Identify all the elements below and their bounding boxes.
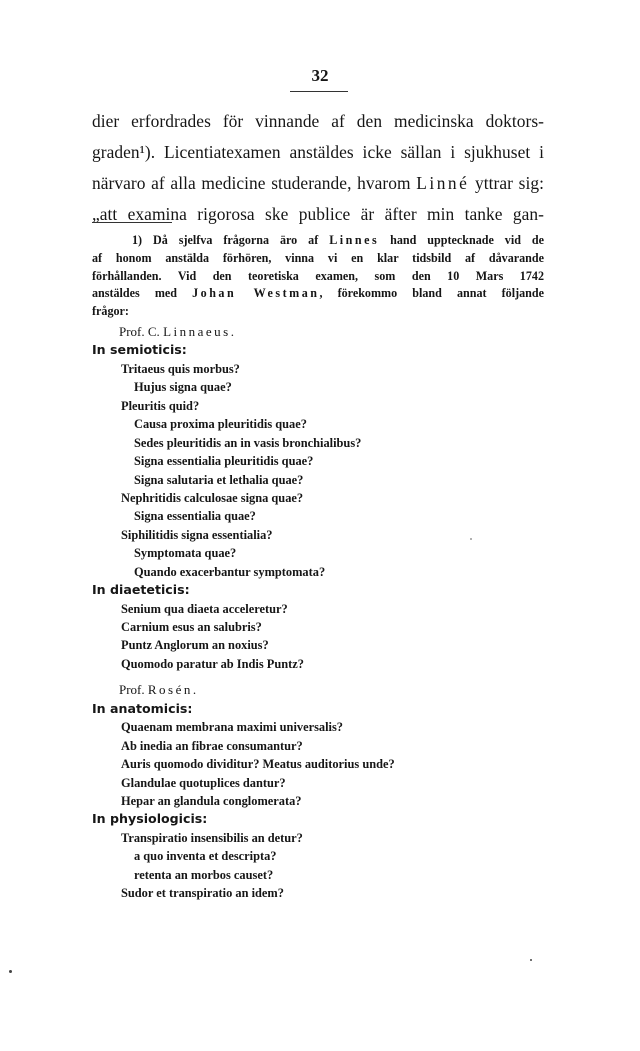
prof2-name: Rosén. <box>147 682 199 698</box>
question-item: Pleuritis quid? <box>121 398 200 413</box>
question-item: Causa proxima pleuritidis quae? <box>134 417 307 432</box>
question-item: Auris quomodo dividitur? Meatus auditorius unde? <box>121 757 395 772</box>
footnote-line-1 <box>92 232 544 250</box>
question-item: Hujus signa quae? <box>134 380 232 395</box>
question-item: Siphilitidis signa essentialia? <box>121 527 273 542</box>
question-item: retenta an morbos causet? <box>134 867 274 882</box>
question-item: Puntz Anglorum an noxius? <box>121 638 269 653</box>
question-item: Nephritidis calculosae signa quae? <box>121 490 304 505</box>
prof2-prefix: Prof. <box>119 682 148 698</box>
examination-questions <box>92 323 544 903</box>
question-item: Symptomata quae? <box>134 546 237 561</box>
footnote-line-3: förhållanden. Vid den teoretiska examen, som den 10 Mars 1742 <box>92 268 544 283</box>
professor-rosen <box>92 681 544 699</box>
footnote-line-4 <box>92 285 544 303</box>
question-item: Glandulae quotuplices dantur? <box>121 775 286 790</box>
question-item: Signa essentialia pleuritidis quae? <box>134 454 314 469</box>
linne-name: Linné <box>416 173 470 193</box>
question-item: Ab inedia an fibrae consumantur? <box>121 738 303 753</box>
footnote-line-4-end: , förekommo bland annat följande <box>319 286 544 301</box>
question-item: Quomodo paratur ab Indis Puntz? <box>121 656 304 671</box>
question-item: Sedes pleuritidis an in vasis bronchialibus? <box>134 435 362 450</box>
footnote-line-1-end: hand upptecknade vid de <box>379 233 544 247</box>
paper-speck <box>9 970 12 973</box>
prof1-name: Linnaeus. <box>163 324 237 339</box>
question-item: Signa essentialia quae? <box>134 509 256 524</box>
list-semioticis <box>92 360 544 581</box>
question-item: Signa salutaria et lethalia quae? <box>134 472 304 487</box>
footnote-westman: Johan Westman <box>192 286 320 301</box>
body-line-1: dier erfordrades för vinnande af den medicinska doktors- <box>92 111 544 131</box>
question-item: Quando exacerbantur symptomata? <box>134 564 326 579</box>
footnote-line-2: af honom anstälda förhören, vinna vi en klar tidsbild af dåvarande <box>92 250 544 265</box>
paper-speck <box>470 538 472 540</box>
question-item: Carnium esus an salubris? <box>121 620 262 634</box>
prof1-prefix: Prof. C. <box>119 324 164 339</box>
list-anatomicis <box>92 718 544 810</box>
footnote-linnes: Linnes <box>329 233 380 247</box>
footnote-line-1-start: Då sjelfva frågorna äro af <box>153 233 330 247</box>
list-physiologicis <box>92 829 544 903</box>
list-diaeteticis <box>92 600 544 674</box>
question-item: Transpiratio insensibilis an detur? <box>121 830 303 845</box>
footnote <box>92 232 544 321</box>
heading-physiologicis: In physiologicis: <box>92 811 208 827</box>
footnote-line-4-start: anstäldes med <box>92 286 193 301</box>
question-item: a quo inventa et descripta? <box>134 849 277 864</box>
body-line-3-end: yttrar sig: <box>469 173 544 193</box>
question-item: Hepar an glandula conglomerata? <box>121 793 302 808</box>
footnote-marker: 1) <box>132 233 143 247</box>
heading-diaeteticis: In diaeteticis: <box>92 582 190 598</box>
body-line-4: „att examina rigorosa ske publice är äfter min tanke gan- <box>92 204 544 224</box>
footnote-line-5: frågor: <box>92 304 129 319</box>
body-line-2: graden¹). Licentiatexamen anstäldes icke sällan i sjukhuset i <box>92 142 544 162</box>
body-line-3 <box>92 168 544 199</box>
professor-linnaeus <box>92 323 544 341</box>
heading-semioticis: In semioticis: <box>92 342 187 358</box>
page-number: 32 <box>311 66 329 85</box>
question-item: Sudor et transpiratio an idem? <box>121 886 284 901</box>
footnote-rule <box>92 222 172 223</box>
page-number-rule <box>290 91 348 92</box>
question-item: Quaenam membrana maximi universalis? <box>121 720 343 735</box>
question-item: Senium qua diaeta acceleretur? <box>121 601 288 616</box>
section-gap <box>92 673 544 681</box>
question-item: Tritaeus quis morbus? <box>121 361 240 376</box>
heading-anatomicis: In anatomicis: <box>92 700 193 716</box>
body-line-3-start: närvaro af alla medicine studerande, hvarom <box>92 173 417 193</box>
main-paragraph <box>92 106 544 230</box>
paper-speck <box>530 959 532 961</box>
